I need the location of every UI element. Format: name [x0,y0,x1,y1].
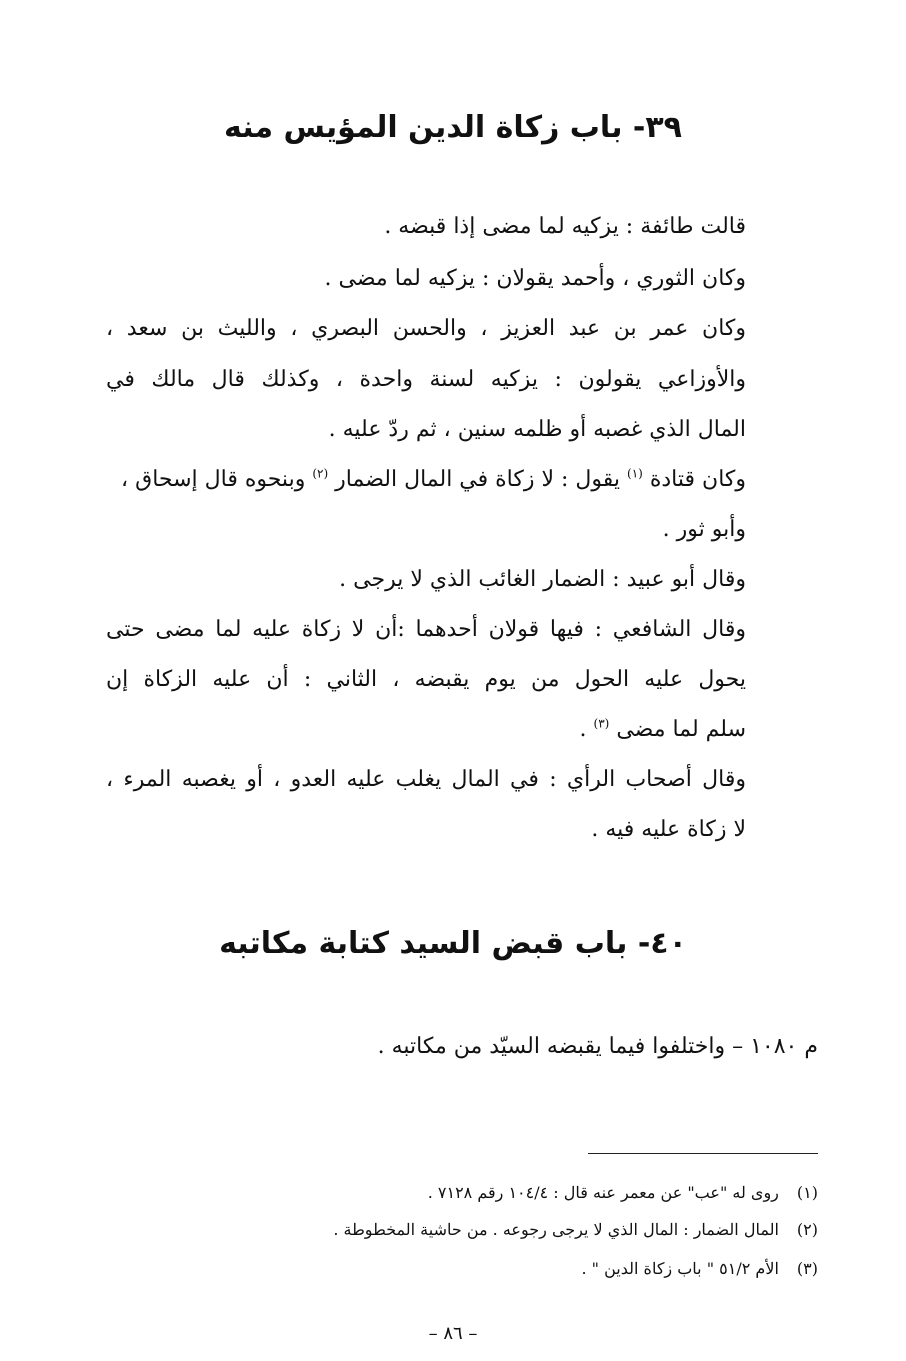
footnote-number: (١) [796,1183,818,1202]
text-line-5: المال الذي غصبه أو ظلمه سنين ، ثم ردّ عليه . [328,417,746,442]
text-line-6 [106,463,746,497]
text-fragment: وبنحوه قال إسحاق ، [121,467,306,492]
footnote-ref-1[interactable]: (١) [627,466,643,481]
footnote-text: المال الضمار : المال الذي لا يرجى رجوعه . من حاشية المخطوطة . [333,1220,779,1239]
footnote-text: الأم ٥١/٢ " باب زكاة الدين " . [581,1259,779,1278]
text-fragment: سلم لما مضى [616,717,746,742]
footnote-1 [298,1180,818,1206]
text-line-9: وقال الشافعي : فيها قولان أحدهما :أن لا زكاة عليه لما مضى حتى [106,617,746,642]
footnote-text: روى له "عب" عن معمر عنه قال : ١٠٤/٤ رقم ٧١٢٨ . [427,1183,779,1202]
text-line-8: وقال أبو عبيد : الضمار الغائب الذي لا يرجى . [339,567,746,592]
footnote-3 [298,1256,818,1282]
text-line-10: يحول عليه الحول من يوم يقبضه ، الثاني : أن عليه الزكاة إن [106,667,746,692]
text-fragment: . [579,717,587,742]
page-number: – ٨٦ – [428,1323,478,1344]
footnote-divider [588,1153,818,1154]
text-line-4: والأوزاعي يقولون : يزكيه لسنة واحدة ، وكذلك قال مالك في [106,367,746,392]
text-line-12: وقال أصحاب الرأي : في المال يغلب عليه العدو ، أو يغصبه المرء ، [106,767,746,792]
text-fragment: يقول : لا زكاة في المال الضمار [335,467,621,492]
chapter-heading-40: ٤٠- باب قبض السيد كتابة مكاتبه [219,926,687,961]
footnote-2 [298,1217,818,1243]
footnote-number: (٢) [796,1220,818,1239]
footnote-number: (٣) [796,1259,818,1278]
chapter-heading-39: ٣٩- باب زكاة الدين المؤيس منه [224,110,682,145]
text-fragment: وكان قتادة [649,467,746,492]
text-line-2: وكان الثوري ، وأحمد يقولان : يزكيه لما مضى . [324,266,746,291]
text-line-1: قالت طائفة : يزكيه لما مضى إذا قبضه . [384,214,746,239]
text-line-3: وكان عمر بن عبد العزيز ، والحسن البصري ، والليث بن سعد ، [106,316,746,341]
text-line-11 [106,713,746,747]
text-line-13: لا زكاة عليه فيه . [591,817,746,842]
entry-line: م ١٠٨٠ – واختلفوا فيما يقبضه السيّد من مكاتبه . [377,1034,818,1059]
footnote-ref-3[interactable]: (٣) [593,716,610,731]
footnote-ref-2[interactable]: (٢) [312,466,329,481]
text-line-7: وأبو ثور . [662,517,746,542]
